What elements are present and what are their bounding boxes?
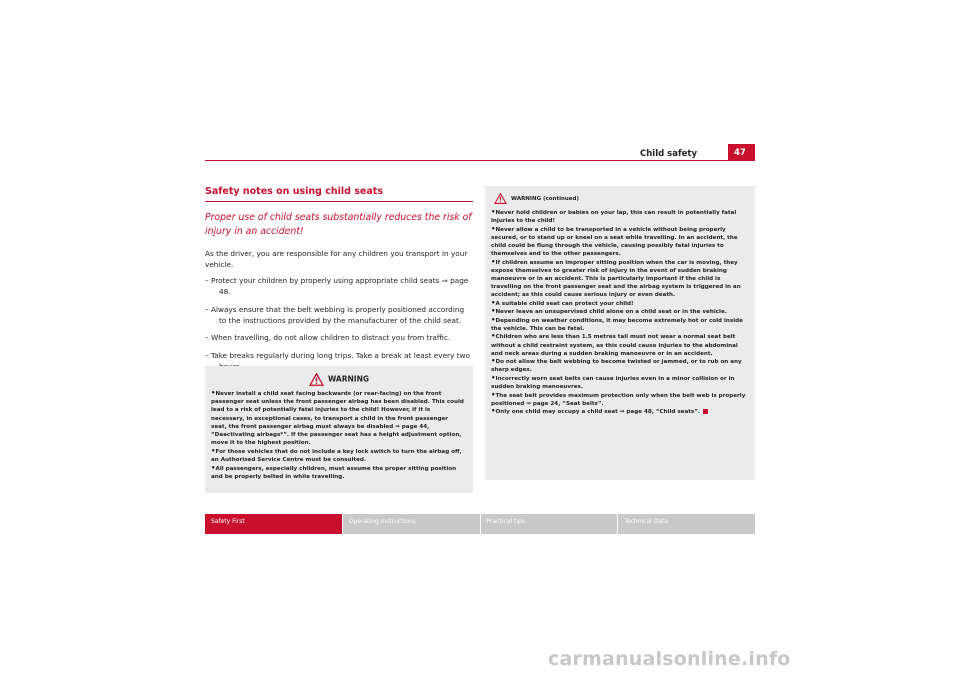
warning-item: •Do not allow the belt webbing to become twisted or jammed, or to rub on any sharp edges. [491, 357, 742, 374]
warning-item: •Incorrectly worn seat belts can cause injuries even in a minor collision or in sudden braking manoeuvres. [491, 373, 735, 390]
warning-box [205, 366, 473, 493]
watermark: carmanualsonline.info [548, 648, 791, 670]
warning-list [205, 386, 473, 481]
warning-item: •Never install a child seat facing backwards (or rear-facing) on the front passenger seat unless the front passenger airbag has been disabled. This could lead to a risk of potentially fatal injuries to the child! However, if it is necessary, in exceptional cases, to transport a child in the front passenger seat, the front passenger airbag must always be disabled ⇒ page 44, “Deactivating airbags*”. If the passenger seat has a height adjustment option, move it to the highest position. [211, 389, 464, 447]
instruction-item: – Take breaks regularly during long trips. Take a break at least every two [205, 350, 470, 360]
warning-continued-box [485, 186, 755, 480]
warning-heading [205, 366, 473, 386]
instruction-item: – When travelling, do not allow children to distract you from traffic. [205, 333, 451, 342]
footer-tab-safety-first[interactable]: Safety First [205, 514, 342, 534]
intro-paragraph: As the driver, you are responsible for any children you transport in your vehicle. [205, 249, 468, 269]
warning-item: •A suitable child seat can protect your child! [491, 298, 634, 307]
footer-nav [205, 514, 755, 534]
section-title: Safety notes on using child seats [205, 186, 473, 202]
warning-triangle-icon [494, 193, 507, 204]
warning-continued-label: WARNING (continued) [511, 196, 579, 202]
instruction-item: – Always ensure that the belt webbing is properly positioned according to the instructions provided by the manufacturer of the child seat. [205, 304, 465, 325]
left-column [205, 186, 473, 378]
footer-tab-operating-instructions[interactable]: Operating instructions [343, 514, 480, 534]
instruction-item: – Protect your children by properly using appropriate child seats ⇒ page 48. [205, 276, 469, 296]
footer-tab-practical-tips[interactable]: Practical tips [481, 514, 618, 534]
warning-item: •All passengers, especially children, must assume the proper sitting position and be properly belted in while travelling. [211, 463, 457, 481]
footer-tab-technical-data[interactable]: Technical Data [618, 514, 755, 534]
warning-item: •Never hold children or babies on your lap, this can result in potentially fatal injuries to the child! [491, 208, 737, 225]
warning-item: •Only one child may occupy a child seat ⇒ page 48, “Child seats”. [491, 408, 747, 416]
warning-triangle-icon [309, 373, 324, 386]
warning-item: •Never allow a child to be transported in a vehicle without being properly secured, or to stand up or kneel on a seat while travelling. In an accident, the child could be flung through the vehicle, causing possibly fatal injuries to themselves and to the other passengers. [491, 224, 738, 257]
warning-item: •Children who are less than 1.5 metres tall must not wear a normal seat belt without a child restraint system, as this could cause injuries to the abdominal and neck areas during a sudden braking manoeuvre or in an accident. [491, 332, 738, 357]
warning-continued-list [485, 204, 755, 416]
header-rule [205, 160, 728, 161]
page-number: 47 [728, 144, 755, 161]
warning-continued-heading [485, 186, 755, 204]
warning-item: •Depending on weather conditions, it may become extremely hot or cold inside the vehicle. This can be fatal. [491, 315, 743, 332]
instruction-list [205, 275, 473, 372]
warning-item: •For those vehicles that do not include a key lock switch to turn the airbag off, an Authorised Service Centre must be consulted. [211, 446, 462, 464]
section-subtitle: Proper use of child seats substantially reduces the risk of injury in an accident! [205, 212, 472, 237]
warning-item: •The seat belt provides maximum protection only when the belt web is properly positioned ⇒ page 24, “Seat belts”. [491, 390, 746, 407]
warning-item: •If children assume an improper sitting position when the car is moving, they expose themselves to greater risk of injury in the event of sudden braking manoeuvre or in an accident. This is particularly important if the child is travelling on the front passenger seat and the airbag system is triggered in an accident; as this could cause serious injury or even death. [491, 257, 741, 298]
section-end-marker [703, 409, 708, 414]
warning-item: •Never leave an unsupervised child alone on a child seat or in the vehicle. [491, 307, 727, 316]
page-header-title: Child safety [640, 149, 698, 159]
warning-heading-label: WARNING [327, 374, 369, 384]
